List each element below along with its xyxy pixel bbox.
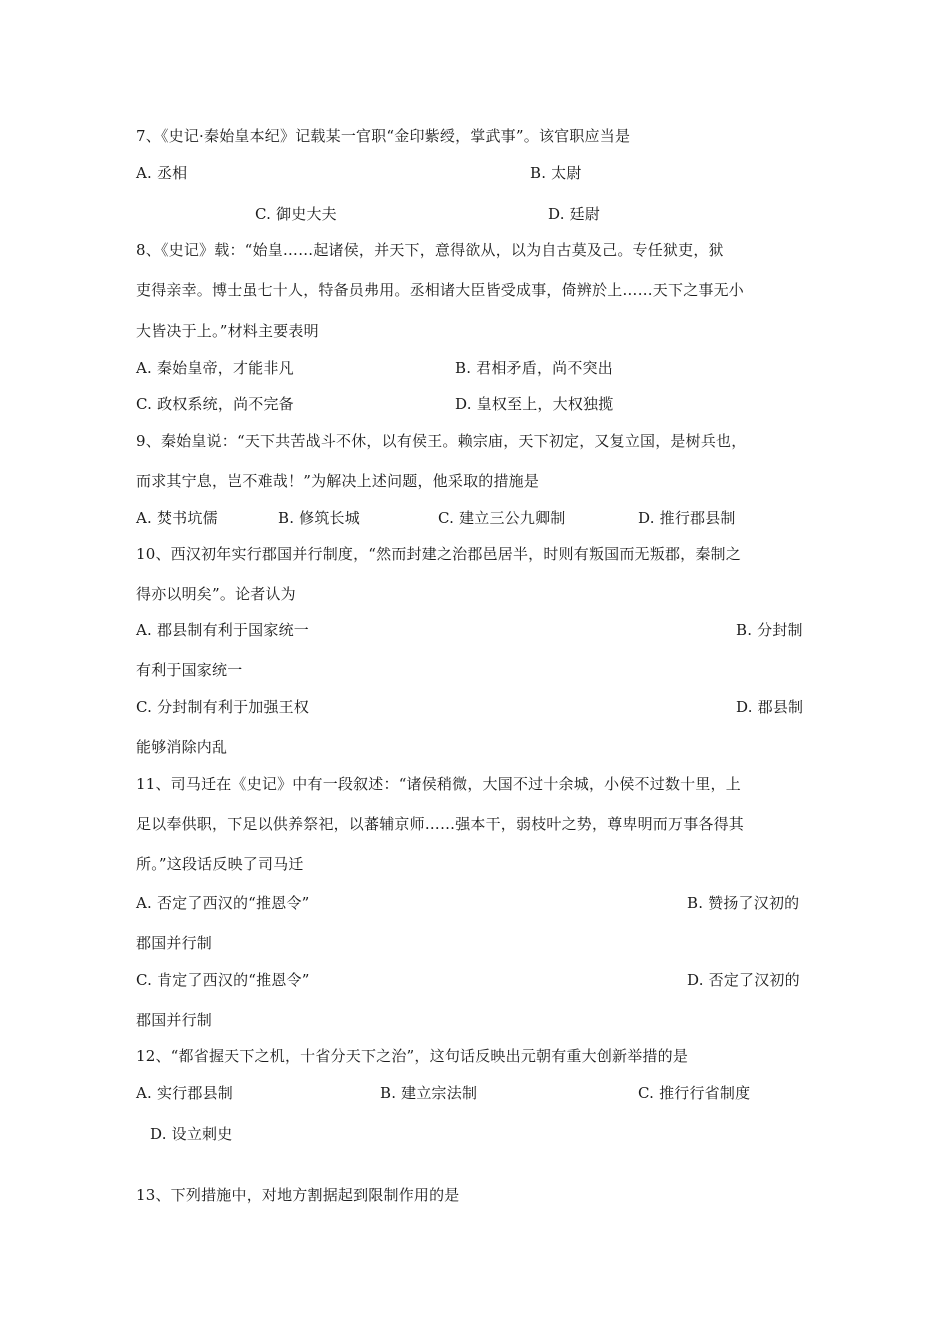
q11-option-c: C. 肯定了西汉的“推恩令” (136, 971, 310, 989)
q11-stem-line-3: 所。”这段话反映了司马迁 (136, 855, 304, 873)
q12-option-c: C. 推行行省制度 (638, 1084, 751, 1102)
q10-option-c: C. 分封制有利于加强王权 (136, 698, 310, 716)
q10-option-d-continued: 能够消除内乱 (136, 738, 228, 756)
q10-option-d: D. 郡县制 (736, 698, 804, 716)
q8-option-d: D. 皇权至上，大权独揽 (455, 395, 614, 413)
q9-option-a: A. 焚书坑儒 (136, 509, 218, 527)
q10-option-b-continued: 有利于国家统一 (136, 661, 243, 679)
q9-option-b: B. 修筑长城 (278, 509, 360, 527)
q8-option-a: A. 秦始皇帝，才能非凡 (136, 359, 294, 377)
q9-option-d: D. 推行郡县制 (638, 509, 736, 527)
q8-option-c: C. 政权系统，尚不完备 (136, 395, 294, 413)
q8-stem-line-2: 吏得亲幸。博士虽七十人，特备员弗用。丞相诸大臣皆受成事，倚辨於上……天下之事无小 (136, 281, 745, 299)
q9-stem-line-1: 9、秦始皇说：“天下共苦战斗不休，以有侯王。赖宗庙，天下初定，又复立国，是树兵也， (136, 432, 747, 450)
q8-stem-line-1: 8、《史记》载：“始皇……起诸侯，并天下，意得欲从，以为自古莫及己。专任狱吏，狱 (136, 241, 724, 259)
q10-option-a: A. 郡县制有利于国家统一 (136, 621, 309, 639)
q10-stem-line-1: 10、西汉初年实行郡国并行制度，“然而封建之治郡邑居半，时则有叛国而无叛郡，秦制之 (136, 545, 741, 563)
q12-option-d: D. 设立刺史 (150, 1125, 233, 1143)
q7-stem: 7、《史记·秦始皇本纪》记载某一官职“金印紫绶，掌武事”。该官职应当是 (136, 127, 631, 145)
q11-stem-line-2: 足以奉供职，下足以供养祭祀，以蕃辅京师……强本干，弱枝叶之势，尊卑明而万事各得其 (136, 815, 745, 833)
q11-option-b-continued: 郡国并行制 (136, 934, 213, 952)
q9-option-c: C. 建立三公九卿制 (438, 509, 566, 527)
q10-stem-line-2: 得亦以明矣”。论者认为 (136, 585, 296, 603)
q12-option-b: B. 建立宗法制 (380, 1084, 478, 1102)
q11-stem-line-1: 11、司马迁在《史记》中有一段叙述：“诸侯稍微，大国不过十余城，小侯不过数十里，上 (136, 775, 741, 793)
q7-option-b: B. 太尉 (530, 164, 582, 182)
q12-stem: 12、“都省握天下之机，十省分天下之治”，这句话反映出元朝有重大创新举措的是 (136, 1047, 689, 1065)
q11-option-b: B. 赞扬了汉初的 (687, 894, 800, 912)
q11-option-d: D. 否定了汉初的 (687, 971, 800, 989)
q7-option-d: D. 廷尉 (548, 205, 601, 223)
q12-option-a: A. 实行郡县制 (136, 1084, 233, 1102)
q11-option-a: A. 否定了西汉的“推恩令” (136, 894, 310, 912)
q8-option-b: B. 君相矛盾，尚不突出 (455, 359, 613, 377)
q8-stem-line-3: 大皆决于上。”材料主要表明 (136, 322, 319, 340)
q13-stem: 13、下列措施中，对地方割据起到限制作用的是 (136, 1186, 460, 1204)
q11-option-d-continued: 郡国并行制 (136, 1011, 213, 1029)
q9-stem-line-2: 而求其宁息，岂不难哉！”为解决上述问题，他采取的措施是 (136, 472, 540, 490)
q10-option-b: B. 分封制 (736, 621, 803, 639)
q7-option-c: C. 御史大夫 (255, 205, 337, 223)
q7-option-a: A. 丞相 (136, 164, 188, 182)
